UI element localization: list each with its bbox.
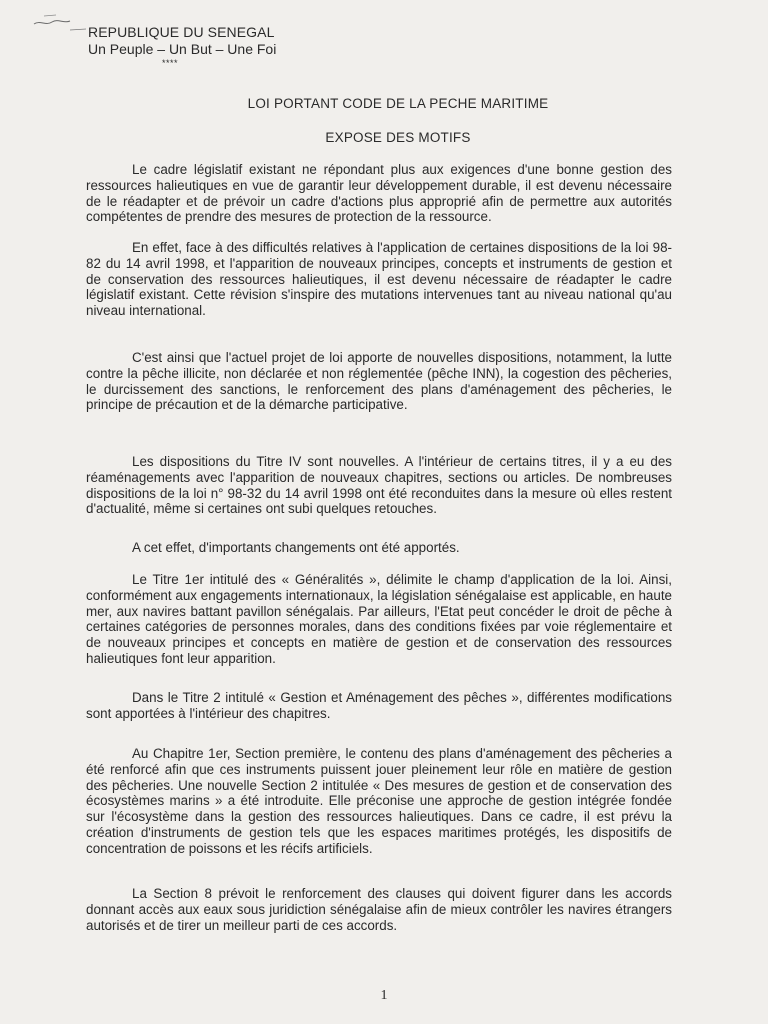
handwritten-mark-icon xyxy=(30,10,90,32)
paragraph: Le Titre 1er intitulé des « Généralités », délimite le champ d'application de la loi. Ainsi, conformément aux engagements internationaux, la législation sénégalaise est applicable, en haute mer, aux navires battant pavillon sénégalais. Par ailleurs, l'Etat peut concéder le droit de pêche à certaines catégories de personnes morales, dans des conditions fixées par voie réglementaire et de nouveaux principes et concepts en matière de gestion et de conservation des ressources halieutiques font leur apparition. xyxy=(86,572,672,666)
national-motto: Un Peuple – Un But – Une Foi xyxy=(88,41,277,57)
motto-stars: **** xyxy=(162,58,179,68)
country-name: REPUBLIQUE DU SENEGAL xyxy=(88,24,275,40)
paragraph: La Section 8 prévoit le renforcement des clauses qui doivent figurer dans les accords donnant accès aux eaux sous juridiction sénégalaise afin de mieux contrôler les navires étrangers autorisés et de tirer un meilleur parti de ces accords. xyxy=(86,886,672,933)
paragraph: Dans le Titre 2 intitulé « Gestion et Aménagement des pêches », différentes modifications sont apportées à l'intérieur des chapitres. xyxy=(86,690,672,721)
letterhead xyxy=(88,24,276,68)
page-number: 1 xyxy=(380,988,388,1003)
paragraph: Les dispositions du Titre IV sont nouvelles. A l'intérieur de certains titres, il y a eu des réaménagements avec l'apparition de nouveaux chapitres, sections ou articles. De nombreuses dispositions de la loi n° 98-32 du 14 avril 1998 ont été reconduites dans la mesure où elles restent d'actualité, même si certaines ont subi quelques retouches. xyxy=(86,454,672,517)
document-title: LOI PORTANT CODE DE LA PECHE MARITIME xyxy=(247,96,549,111)
paragraph: Au Chapitre 1er, Section première, le contenu des plans d'aménagement des pêcheries a été renforcé afin que ces instruments puissent jouer pleinement leur rôle en matière de gestion des pêcheries. Une nouvelle Section 2 intitulée « Des mesures de gestion et de conservation des écosystèmes marins » a été introduite. Elle préconise une approche de gestion intégrée fondée sur l'écosystème dans la gestion des ressources halieutiques. Dans ce cadre, il est prévu la création d'instruments de gestion tels que les espaces maritimes protégés, les dispositifs de concentration de poissons et les récifs artificiels. xyxy=(86,746,672,856)
paragraph: C'est ainsi que l'actuel projet de loi apporte de nouvelles dispositions, notamment, la lutte contre la pêche illicite, non déclarée et non réglementée (pêche INN), la cogestion des pêcheries, le durcissement des sanctions, le renforcement des plans d'aménagement des pêcheries, le principe de précaution et de la démarche participative. xyxy=(86,350,672,413)
document-subtitle: EXPOSE DES MOTIFS xyxy=(325,130,471,145)
paragraph: Le cadre législatif existant ne répondant plus aux exigences d'une bonne gestion des ressources halieutiques en vue de garantir leur développement durable, il est devenu nécessaire de le réadapter et de prévoir un cadre d'actions plus approprié afin de permettre aux autorités compétentes de prendre des mesures de protection de la ressource. xyxy=(86,162,672,225)
paragraph: En effet, face à des difficultés relatives à l'application de certaines dispositions de la loi 98-82 du 14 avril 1998, et l'apparition de nouveaux principes, concepts et instruments de gestion et de conservation des ressources halieutiques, il est devenu nécessaire de réadapter le cadre législatif existant. Cette révision s'inspire des mutations intervenues tant au niveau national qu'au niveau international. xyxy=(86,240,672,319)
paragraph: A cet effet, d'importants changements ont été apportés. xyxy=(132,540,460,555)
